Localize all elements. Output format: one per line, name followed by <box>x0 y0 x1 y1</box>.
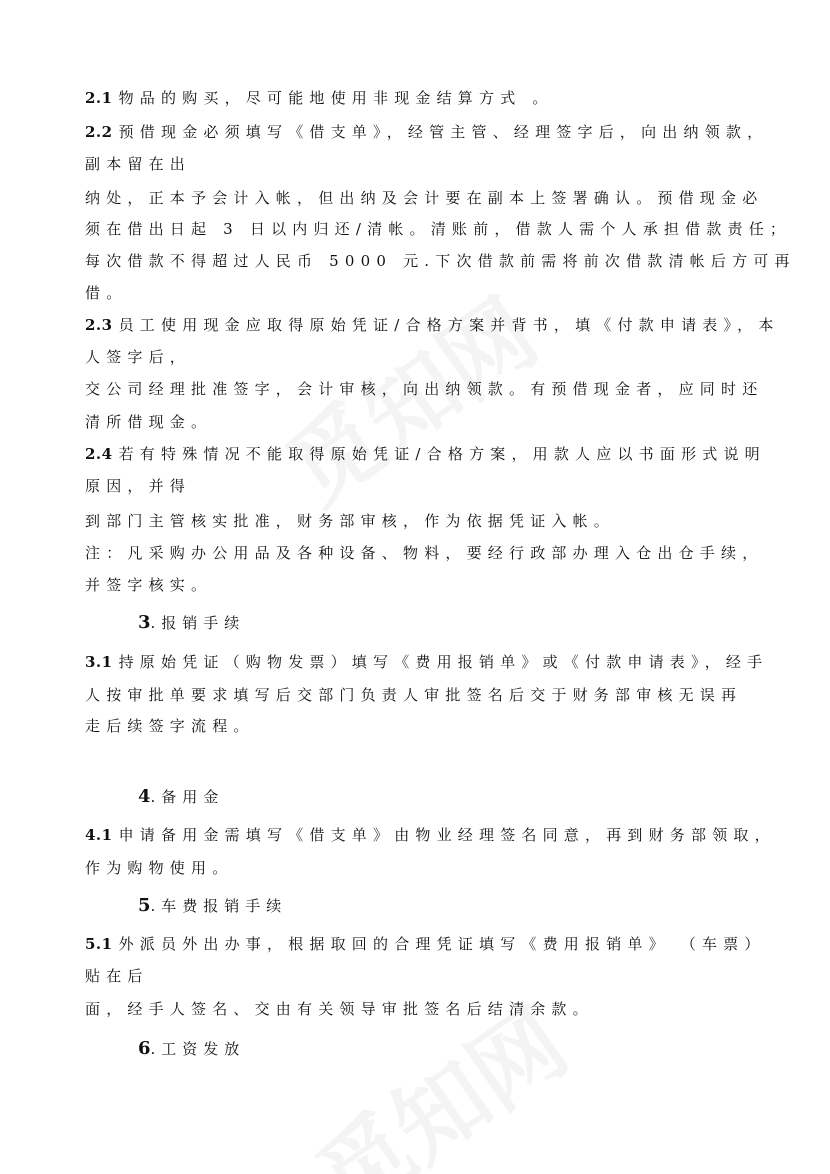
heading-text: .工资发放 <box>150 1040 246 1058</box>
note-line: 并签字核实。 <box>85 576 213 594</box>
clause-number: 2.2 <box>85 123 113 141</box>
paragraph-line: 面，经手人签名、交由有关领导审批签名后结清余款。 <box>85 1000 594 1018</box>
paragraph-line <box>85 315 780 335</box>
paragraph-line: 副本留在出 <box>85 155 192 173</box>
paragraph-line: 每次借款不得超过人民币 5000 元.下次借款前需将前次借款清帐后方可再 <box>85 252 796 270</box>
paragraph-line: 作为购物使用。 <box>85 859 234 877</box>
heading-text: .车费报销手续 <box>150 897 288 915</box>
clause-number: 4.1 <box>85 826 113 844</box>
clause-text: 持原始凭证（购物发票）填写《费用报销单》或《付款申请表》，经手 <box>118 653 769 671</box>
clause-number: 3.1 <box>85 653 113 671</box>
section-heading <box>138 613 245 633</box>
paragraph-line <box>85 444 770 464</box>
paragraph-line <box>85 825 776 845</box>
paragraph-line: 原因，并得 <box>85 477 192 495</box>
clause-number: 2.3 <box>85 316 113 334</box>
clause-number: 2.4 <box>85 445 113 463</box>
paragraph-line: 人签字后， <box>85 348 192 366</box>
clause-text: 物品的购买，尽可能地使用非现金结算方式 。 <box>118 89 554 107</box>
clause-number: 5.1 <box>85 935 113 953</box>
paragraph-line <box>85 934 770 954</box>
heading-number: 3 <box>138 612 151 633</box>
paragraph-line <box>85 652 770 672</box>
clause-text: 外派员外出办事，根据取回的合理凭证填写《费用报销单》 （车票） <box>118 935 766 953</box>
heading-number: 4 <box>138 786 151 807</box>
clause-text: 预借现金必须填写《借支单》，经管主管、经理签字后，向出纳领款， <box>118 123 769 141</box>
paragraph-line: 走后续签字流程。 <box>85 717 255 735</box>
paragraph-line: 清所借现金。 <box>85 413 213 431</box>
clause-text: 若有特殊情况不能取得原始凭证/合格方案，用款人应以书面形式说明 <box>118 445 766 463</box>
paragraph-line: 贴在后 <box>85 967 149 985</box>
section-heading <box>138 1039 245 1059</box>
paragraph-line: 借。 <box>85 284 128 302</box>
clause-text: 申请备用金需填写《借支单》由物业经理签名同意，再到财务部领取， <box>118 826 776 844</box>
clause-number: 2.1 <box>85 89 113 107</box>
heading-text: .报销手续 <box>150 614 246 632</box>
paragraph-line: 纳处，正本予会计入帐，但出纳及会计要在副本上签署确认。预借现金必 <box>85 189 764 207</box>
paragraph-line: 须在借出日起 3 日以内归还/清帐。清账前，借款人需个人承担借款责任； <box>85 220 792 238</box>
clause-text: 员工使用现金应取得原始凭证/合格方案并背书，填《付款申请表》，本 <box>118 316 780 334</box>
paragraph-line: 到部门主管核实批准，财务部审核，作为依据凭证入帐。 <box>85 512 616 530</box>
heading-number: 6 <box>138 1038 151 1059</box>
section-heading <box>138 787 224 807</box>
paragraph-line <box>85 88 770 108</box>
paragraph-line: 交公司经理批准签字，会计审核，向出纳领款。有预借现金者，应同时还 <box>85 380 764 398</box>
section-heading <box>138 896 287 916</box>
heading-text: .备用金 <box>150 788 225 806</box>
paragraph-line: 人按审批单要求填写后交部门负责人审批签名后交于财务部审核无误再 <box>85 686 743 704</box>
paragraph-line <box>85 122 770 142</box>
note-line: 注：凡采购办公用品及各种设备、物料，要经行政部办理入仓出仓手续， <box>85 544 764 562</box>
heading-number: 5 <box>138 895 151 916</box>
